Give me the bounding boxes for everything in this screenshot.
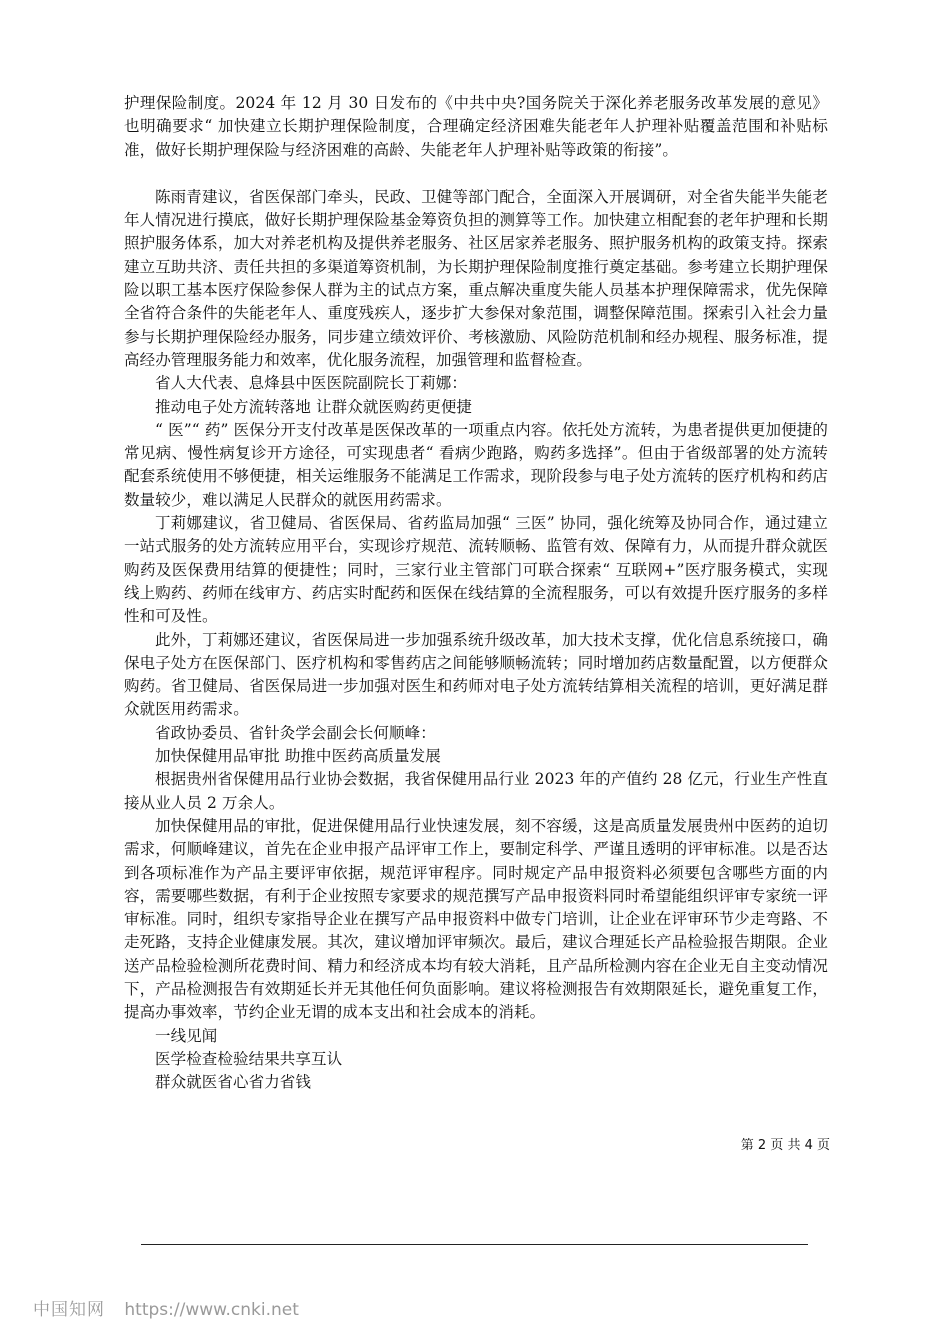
section-heading: 一线见闻 — [155, 1026, 218, 1045]
paragraph: 丁莉娜建议，省卫健局、省医保局、省药监局加强“ 三医” 协同，强化统筹及协同合作，通过建立一站式服务的处方流转应用平台，实现诊疗规范、流转顺畅、监管有效、保障有力，从而提升群众就医购药及医保费用结算的便捷性；同时，三家行业主管部门可联合探索“ 互联网+”医疗服务模式，实现线上购药、药师在线审方、药店实时配药和医保在线结算的全流程服务，可以有效提升医疗服务的多样性和可及性。 — [124, 514, 828, 626]
paragraph: 此外，丁莉娜还建议，省医保局进一步加强系统升级改革，加大技术支撑，优化信息系统接口，确保电子处方在医保部门、医疗机构和零售药店之间能够顺畅流转；同时增加药店数量配置，以方便群众购药。省卫健局、省医保局进一步加强对医生和药师对电子处方流转结算相关流程的培训，更好满足群众就医用药需求。 — [124, 630, 828, 719]
document-body — [124, 92, 828, 1094]
section-heading: 推动电子处方流转落地 让群众就医购药更便捷 — [155, 397, 473, 416]
section-heading: 群众就医省心省力省钱 — [155, 1073, 312, 1092]
page-number: 第 2 页 共 4 页 — [740, 1138, 830, 1153]
watermark — [33, 1295, 299, 1320]
section-heading: 加快保健用品审批 助推中医药高质量发展 — [155, 747, 441, 766]
paragraph: “ 医”“ 药” 医保分开支付改革是医保改革的一项重点内容。依托处方流转，为患者提供更加便捷的常见病、慢性病复诊开方途径，可实现患者“ 看病少跑路，购药多选择”。但由于省级部署的处方流转配套系统使用不够便捷，相关运维服务不能满足工作需求，现阶段参与电子处方流转的医疗机构和药店数量较少，难以满足人民群众的就医用药需求。 — [124, 420, 828, 509]
speaker-line: 省政协委员、省针灸学会副会长何顺峰： — [155, 723, 436, 742]
paragraph: 陈雨青建议，省医保部门牵头，民政、卫健等部门配合，全面深入开展调研，对全省失能半失能老年人情况进行摸底，做好长期护理保险基金筹资负担的测算等工作。加快建立相配套的老年护理和长期照护服务体系，加大对养老机构及提供养老服务、社区居家养老服务、照护服务机构的政策支持。探索建立互助共济、责任共担的多渠道筹资机制，为长期护理保险制度推行奠定基础。参考建立长期护理保险以职工基本医疗保险参保人群为主的试点方案，重点解决重度失能人员基本护理保障需求，优先保障全省符合条件的失能老年人、重度残疾人，逐步扩大参保对象范围，调整保障范围。探索引入社会力量参与长期护理保险经办服务，同步建立绩效评价、考核激励、风险防范机制和经办规程、服务标准，提高经办管理服务能力和效率，优化服务流程，加强管理和监督检查。 — [124, 187, 828, 369]
section-heading: 医学检查检验结果共享互认 — [155, 1049, 343, 1068]
watermark-brand: 中国知网 — [33, 1300, 105, 1320]
paragraph: 加快保健用品的审批，促进保健用品行业快速发展，刻不容缓，这是高质量发展贵州中医药的迫切需求，何顺峰建议，首先在企业申报产品评审工作上，要制定科学、严谨且透明的评审标准。以是否达到各项标准作为产品主要评审依据，规范评审程序。同时规定产品申报资料必须要包含哪些方面的内容，需要哪些数据，有利于企业按照专家要求的规范撰写产品申报资料同时希望能组织评审专家统一评审标准。同时，组织专家指导企业在撰写产品申报资料中做专门培训，让企业在评审环节少走弯路、不走死路，支持企业健康发展。其次，建议增加评审频次。最后，建议合理延长产品检验报告期限。企业送产品检验检测所花费时间、精力和经济成本均有较大消耗，且产品所检测内容在企业无自主变动情况下，产品检测报告有效期延长并无其他任何负面影响。建议将检测报告有效期限延长，避免重复工作，提高办事效率，节约企业无谓的成本支出和社会成本的消耗。 — [124, 816, 828, 1022]
paragraph: 根据贵州省保健用品行业协会数据，我省保健用品行业 2023 年的产值约 28 亿元，行业生产性直接从业人员 2 万余人。 — [124, 770, 828, 812]
speaker-line: 省人大代表、息烽县中医医院副院长丁莉娜： — [155, 374, 468, 393]
footer-divider — [141, 1244, 808, 1245]
paragraph: 护理保险制度。2024 年 12 月 30 日发布的《中共中央?国务院关于深化养老服务改革发展的意见》也明确要求“ 加快建立长期护理保险制度，合理确定经济困难失能老年人护理补贴覆盖范围和补贴标准，做好长期护理保险与经济困难的高龄、失能老年人护理补贴等政策的衔接”。 — [124, 94, 828, 159]
watermark-url: https://www.cnki.net — [124, 1300, 299, 1320]
